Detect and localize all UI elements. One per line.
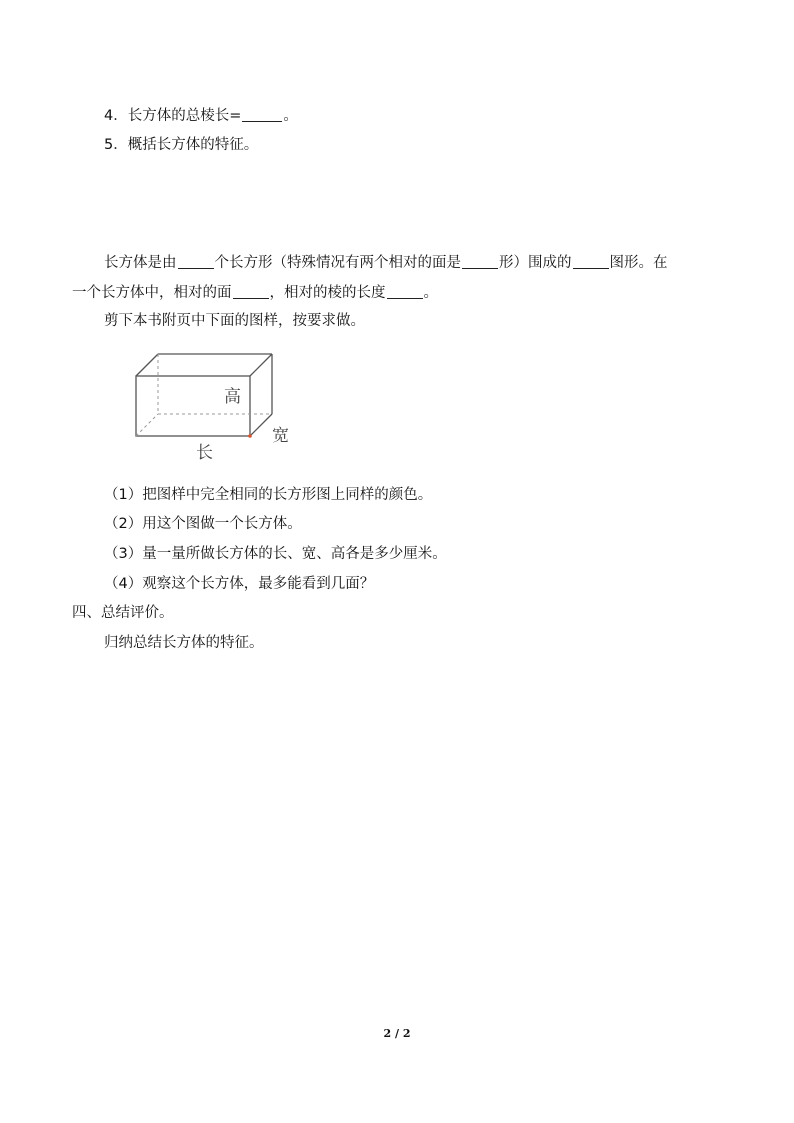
question-4-text: 4．长方体的总棱长= <box>104 108 242 124</box>
step-2: （2）用这个图做一个长方体。 <box>104 516 302 532</box>
para-text-2: 个长方形（特殊情况有两个相对的面是 <box>214 255 461 271</box>
question-5: 5．概括长方体的特征。 <box>104 137 259 153</box>
question-4 <box>104 107 298 125</box>
para-text-6: ，相对的棱的长度 <box>269 285 386 301</box>
cuboid-edge <box>136 354 158 376</box>
step-3: （3）量一量所做长方体的长、宽、高各是多少厘米。 <box>104 546 447 562</box>
answer-blank[interactable] <box>387 284 423 299</box>
label-width: 宽 <box>272 426 289 446</box>
answer-blank[interactable] <box>233 284 269 299</box>
paragraph-line-1 <box>104 254 668 272</box>
para-text-1: 长方体是由 <box>104 255 177 271</box>
section-4-title: 四、总结评价。 <box>72 605 174 621</box>
answer-blank[interactable] <box>242 107 282 122</box>
label-length: 长 <box>196 443 213 462</box>
para-text-7: 。 <box>423 285 438 301</box>
cuboid-edge <box>250 414 272 436</box>
para-text-3: 形）围成的 <box>499 255 572 271</box>
step-4: （4）观察这个长方体，最多能看到几面？ <box>104 576 375 592</box>
corner-dot <box>248 434 252 438</box>
answer-blank[interactable] <box>573 254 609 269</box>
step-1: （1）把图样中完全相同的长方形图上同样的颜色。 <box>104 487 433 503</box>
label-height: 高 <box>224 387 241 407</box>
summary-task: 归纳总结长方体的特征。 <box>104 635 264 651</box>
cuboid-edge <box>250 354 272 376</box>
cut-instruction: 剪下本书附页中下面的图样，按要求做。 <box>104 313 365 329</box>
cuboid-figure <box>100 346 300 462</box>
para-text-5: 一个长方体中，相对的面 <box>72 285 232 301</box>
answer-blank[interactable] <box>462 254 498 269</box>
para-text-4: 图形。在 <box>609 255 668 271</box>
page-number: 2 / 2 <box>383 1027 411 1040</box>
answer-blank[interactable] <box>178 254 214 269</box>
question-4-suffix: 。 <box>283 108 298 124</box>
paragraph-line-2 <box>72 284 438 302</box>
cuboid-hidden-edge <box>136 414 158 436</box>
